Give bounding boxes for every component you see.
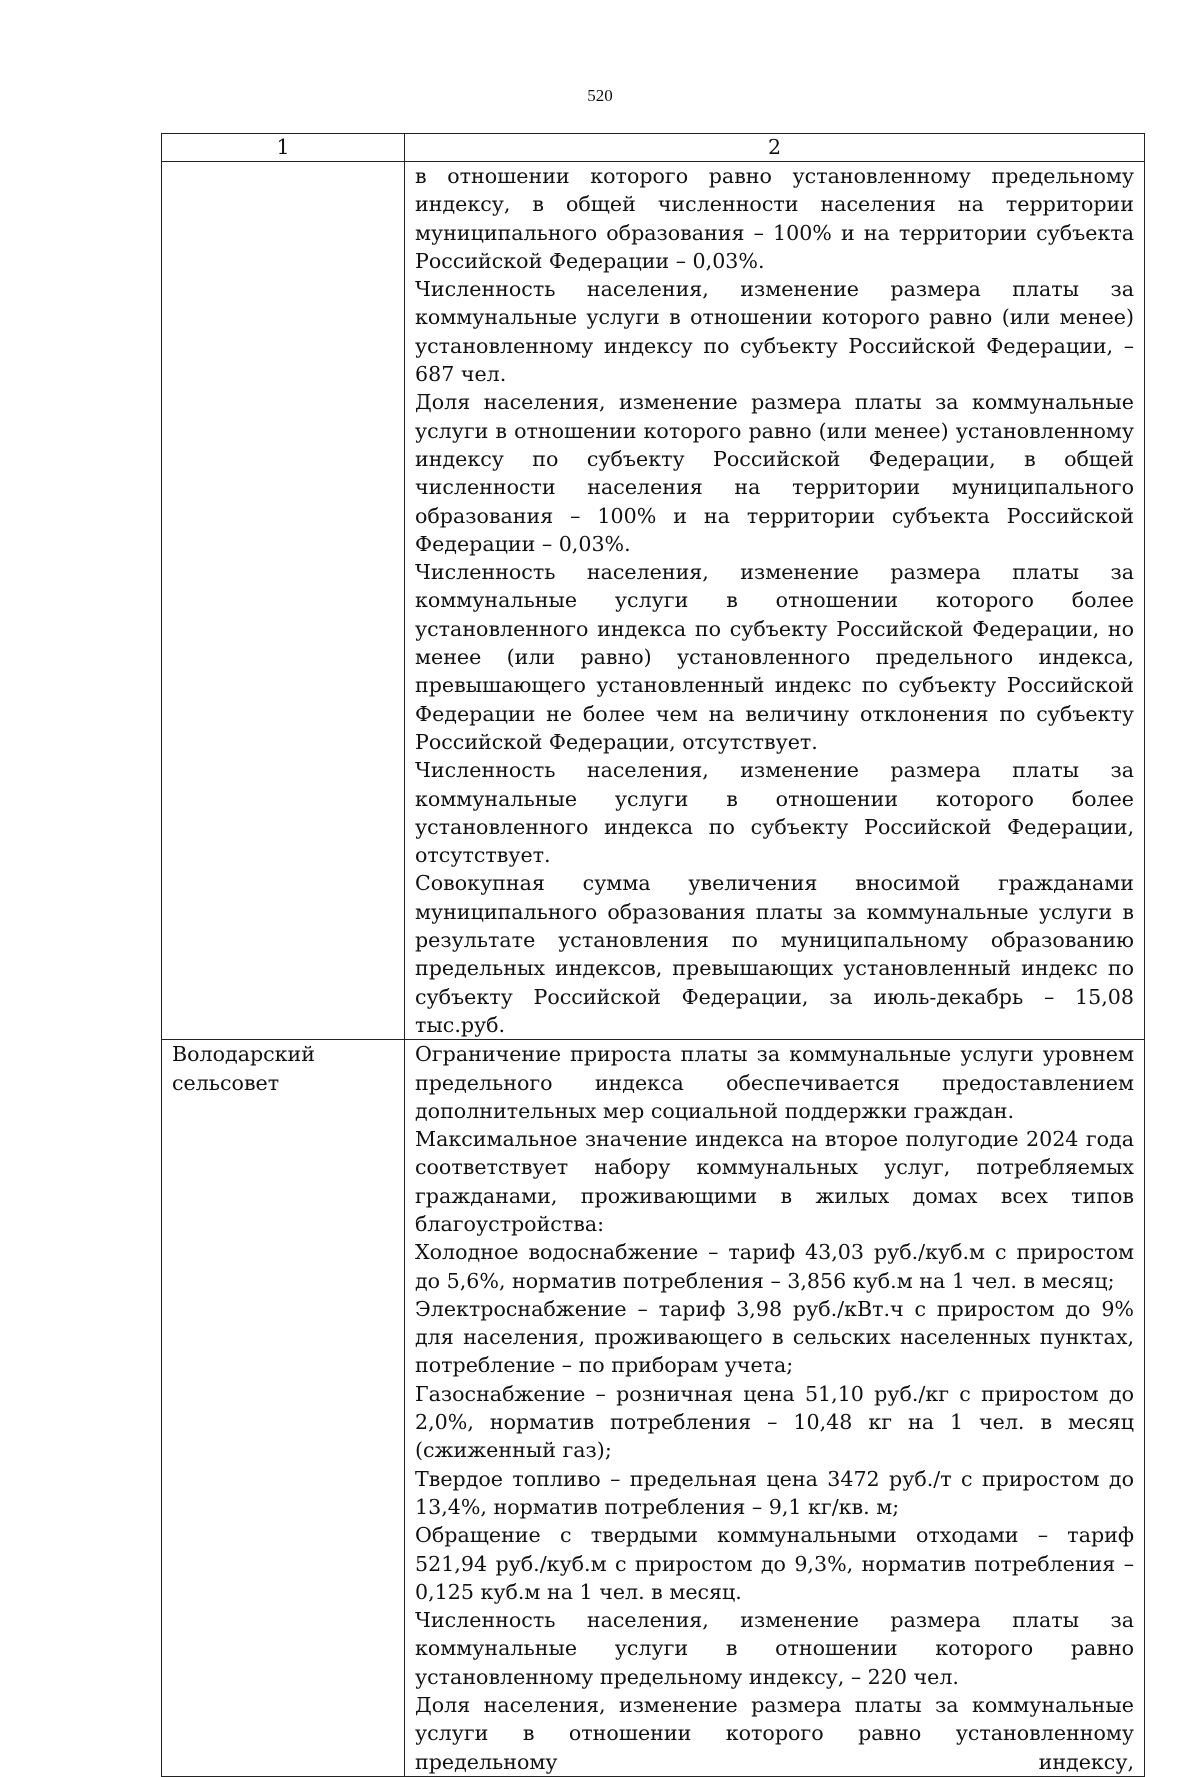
paragraph: Доля населения, изменение размера платы за коммунальные услуги в отношении которого равно установленному предельному индексу,	[415, 1693, 1134, 1774]
municipality-name-line: Володарский	[172, 1042, 316, 1067]
paragraph: Численность населения, изменение размера платы за коммунальные услуги в отношении которого более установленного индекса по субъекту Российской Федерации, отсутствует.	[415, 758, 1134, 868]
paragraph: Численность населения, изменение размера платы за коммунальные услуги в отношении которого равно (или менее) установленному индексу по субъекту Российской Федерации, – 687 чел.	[415, 277, 1134, 387]
municipality-name-line: сельсовет	[172, 1070, 280, 1095]
table-header-row	[162, 134, 1145, 162]
page-number: 520	[587, 86, 613, 105]
municipality-cell	[162, 162, 405, 1040]
paragraph: Численность населения, изменение размера платы за коммунальные услуги в отношении которого более установленного индекса по субъекту Российской Федерации, но менее (или равно) установленного предельного индекса, превышающего установленный индекс по субъекту Российской Федерации не более чем на величину отклонения по субъекту Российской Федерации, отсутствует.	[415, 560, 1134, 754]
paragraph: Численность населения, изменение размера платы за коммунальные услуги в отношении которого равно установленному предельному индексу, – 220 чел.	[415, 1608, 1134, 1689]
paragraph: в отношении которого равно установленному предельному индексу, в общей численности населения на территории муниципального образования – 100% и на территории субъекта Российской Федерации – 0,03%.	[415, 164, 1134, 273]
description-cell	[405, 162, 1145, 1040]
column-header-1: 1	[162, 134, 405, 162]
paragraph: Доля населения, изменение размера платы за коммунальные услуги в отношении которого равно (или менее) установленному индексу по субъекту Российской Федерации, в общей численности населения на территории муниципального образования – 100% и на территории субъекта Российской Федерации – 0,03%.	[415, 390, 1134, 556]
paragraph: Газоснабжение – розничная цена 51,10 руб./кг с приростом до 2,0%, норматив потребления – 10,48 кг на 1 чел. в месяц (сжиженный газ);	[415, 1381, 1134, 1463]
table-row	[162, 1040, 1145, 1777]
document-table	[161, 133, 1145, 1777]
paragraph: Ограничение прироста платы за коммунальные услуги уровнем предельного индекса обеспечивается предоставлением дополнительных мер социальной поддержки граждан.	[415, 1042, 1134, 1123]
paragraph: Максимальное значение индекса на второе полугодие 2024 года соответствует набору коммунальных услуг, потребляемых гражданами, проживающими в жилых домах всех типов благоустройства:	[415, 1127, 1134, 1236]
paragraph: Электроснабжение – тариф 3,98 руб./кВт.ч с приростом до 9% для населения, проживающего в сельских населенных пунктах, потребление – по приборам учета;	[415, 1296, 1134, 1378]
municipality-cell	[162, 1040, 405, 1777]
paragraph: Твердое топливо – предельная цена 3472 руб./т с приростом до 13,4%, норматив потребления – 9,1 кг/кв. м;	[415, 1466, 1134, 1519]
paragraph: Совокупная сумма увеличения вносимой гражданами муниципального образования платы за коммунальные услуги в результате установления по муниципальному образованию предельных индексов, превышающих установленный индекс по субъекту Российской Федерации, за июль-декабрь – 15,08 тыс.руб.	[415, 871, 1134, 1037]
paragraph: Обращение с твердыми коммунальными отходами – тариф 521,94 руб./куб.м с приростом до 9,3%, норматив потребления – 0,125 куб.м на 1 чел. в месяц.	[415, 1523, 1134, 1604]
table-row	[162, 162, 1145, 1040]
column-header-2: 2	[405, 134, 1145, 162]
description-cell	[405, 1040, 1145, 1777]
paragraph: Холодное водоснабжение – тариф 43,03 руб./куб.м с приростом до 5,6%, норматив потребления – 3,856 куб.м на 1 чел. в месяц;	[415, 1240, 1134, 1293]
